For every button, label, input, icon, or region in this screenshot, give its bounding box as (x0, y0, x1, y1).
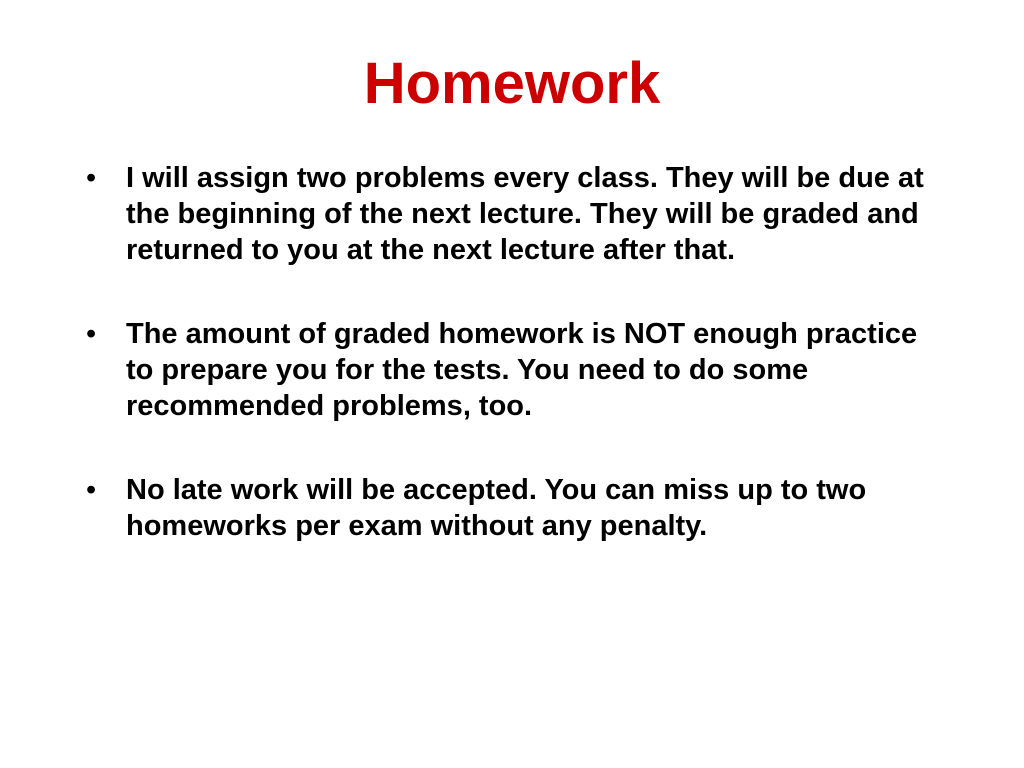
bullet-icon: • (86, 318, 97, 350)
slide-title: Homework (363, 51, 661, 116)
bullet-text: The amount of graded homework is NOT enough practice to prepare you for the tests. You need to do some recommended problems, too. (126, 318, 918, 422)
bullet-text: I will assign two problems every class. They will be due at the beginning of the next lecture. They will be graded and returned to you at the next lecture after that. (126, 162, 924, 266)
bullet-item (86, 316, 946, 424)
bullet-item (86, 472, 946, 544)
bullet-icon: • (86, 162, 97, 194)
bullet-text: No late work will be accepted. You can miss up to two homeworks per exam without any penalty. (126, 474, 867, 542)
bullet-list (86, 160, 946, 592)
bullet-icon: • (86, 474, 97, 506)
bullet-item (86, 160, 946, 268)
